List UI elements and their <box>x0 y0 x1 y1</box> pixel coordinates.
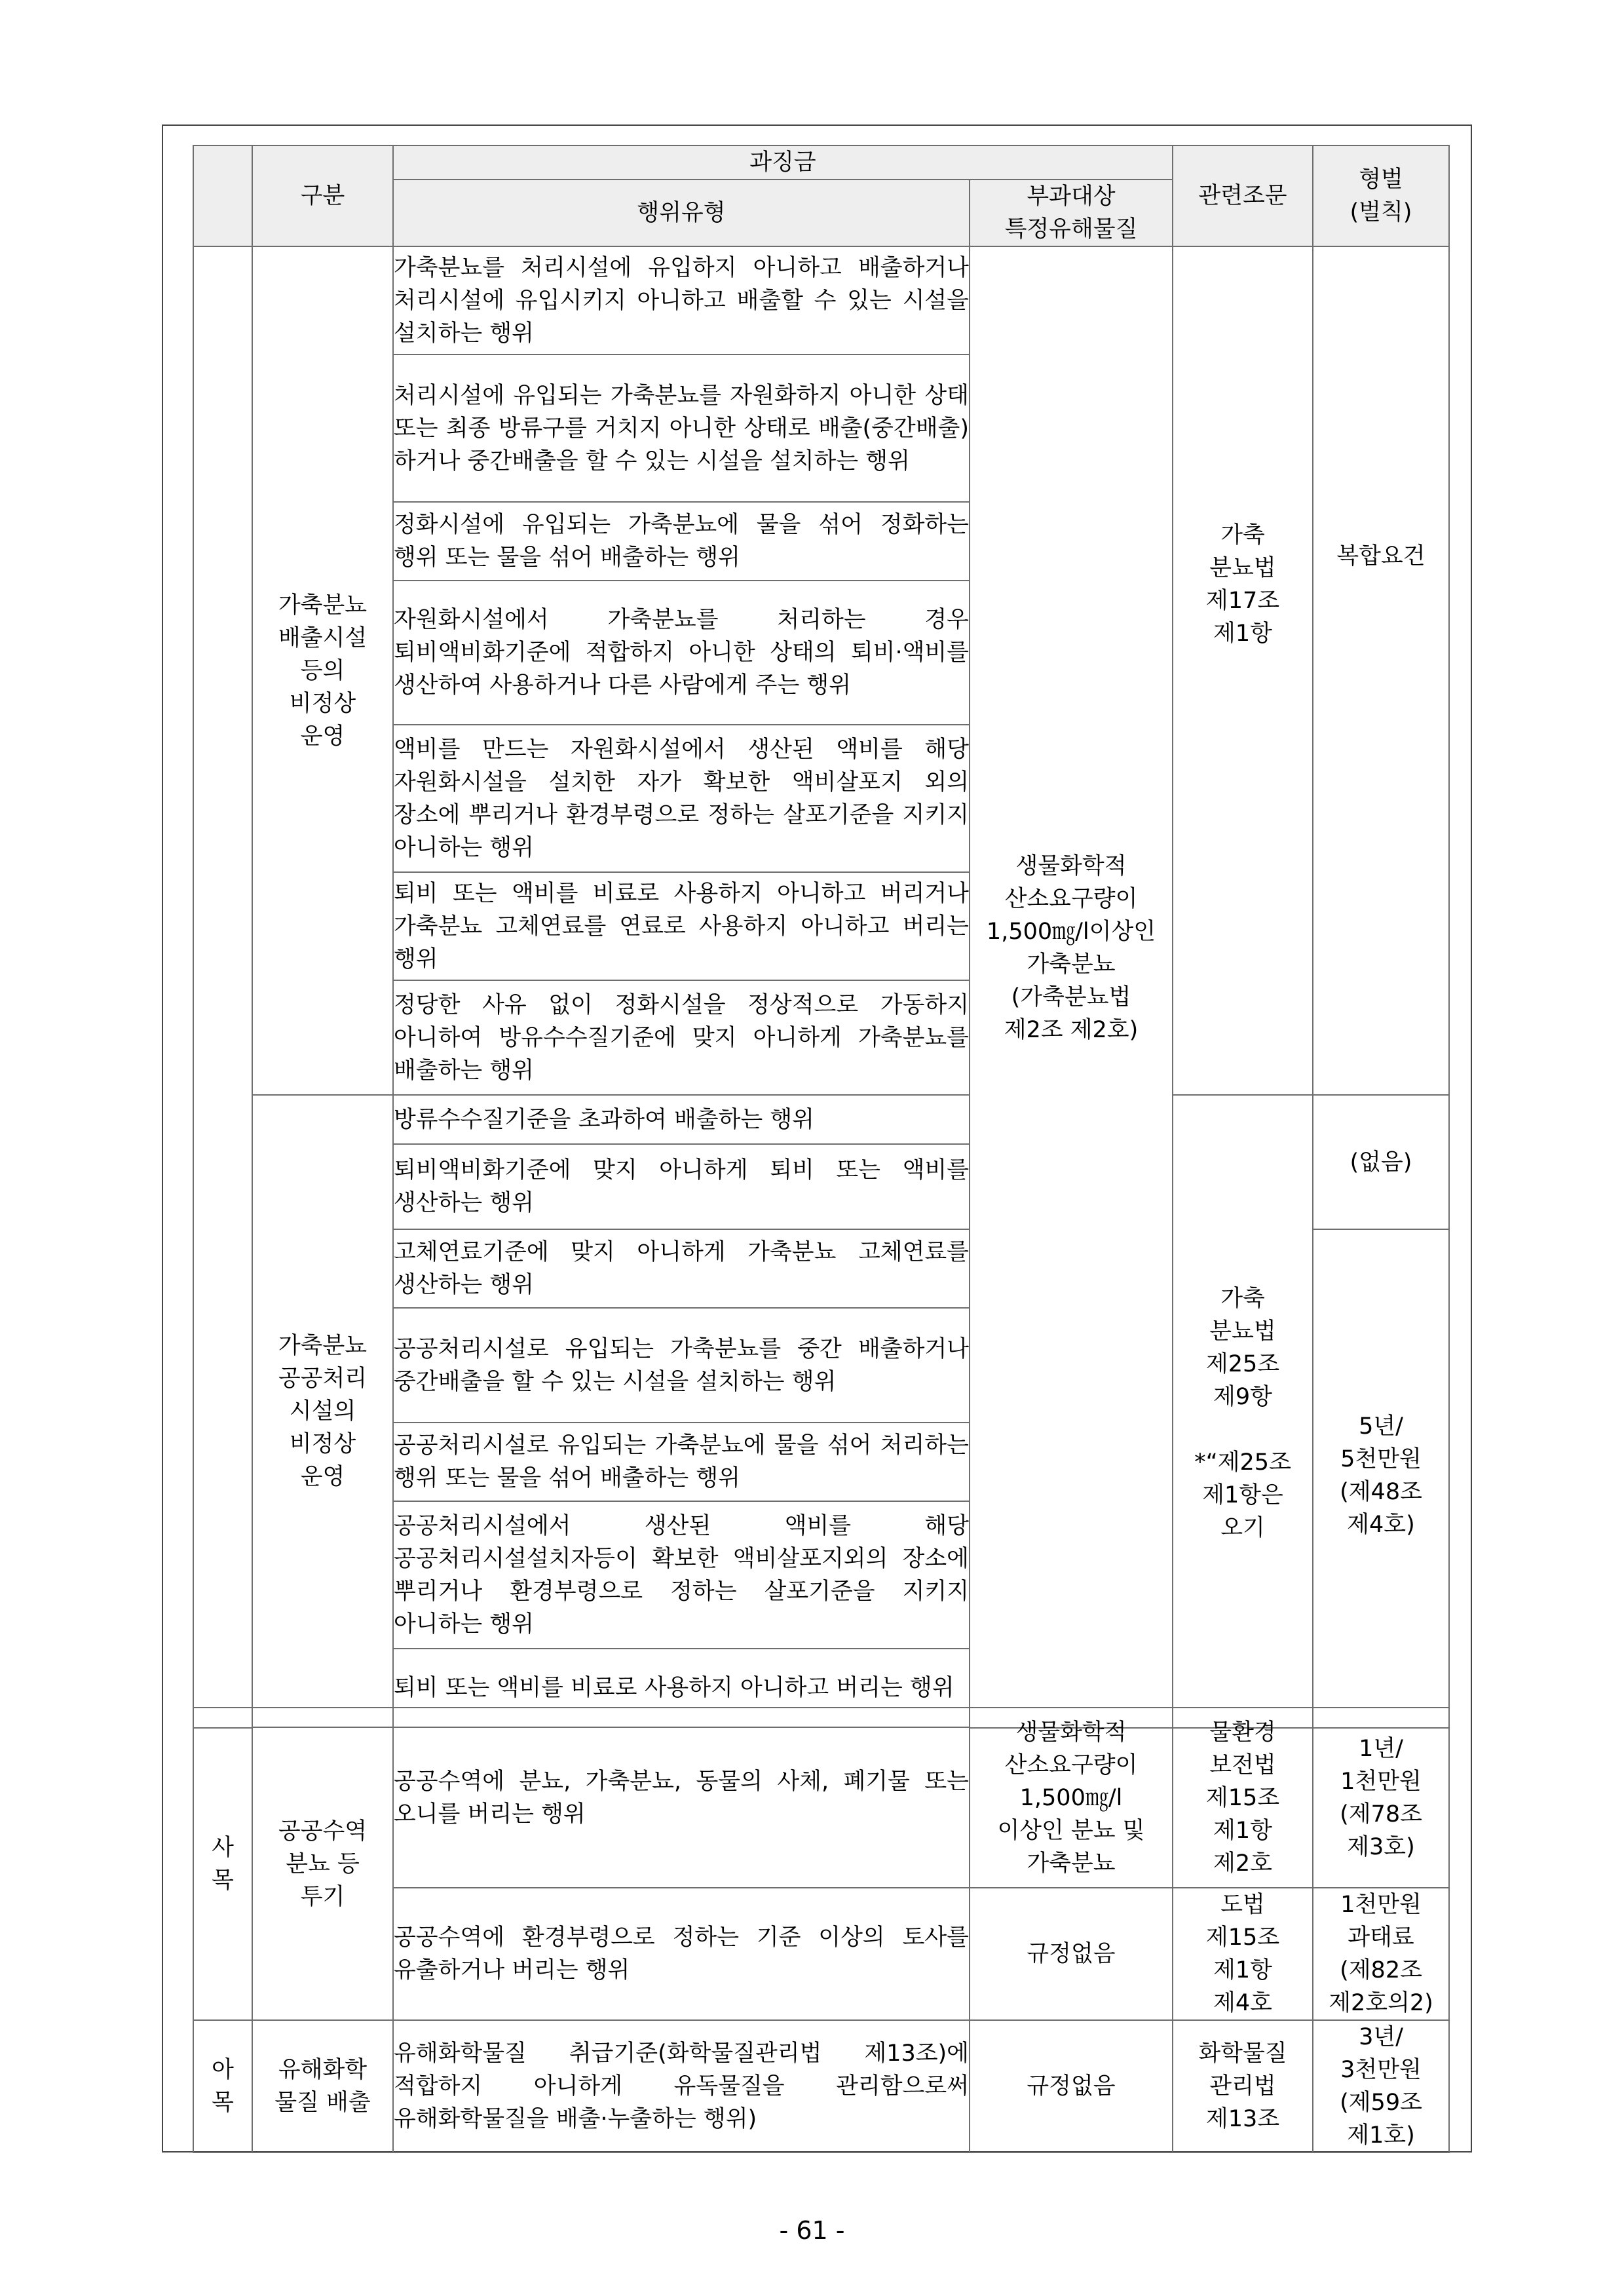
section-cell-blank <box>193 246 252 1728</box>
header-act-type: 행위유형 <box>393 180 970 246</box>
act-row: 처리시설에 유입되는 가축분뇨를 자원화하지 아니한 상태 또는 최종 방류구를 거치지 아니한 상태로 배출(중간배출)하거나 중간배출을 할 수 있는 시설을 설치하는 행위 <box>393 354 970 502</box>
act-row: 정화시설에 유입되는 가축분뇨에 물을 섞어 정화하는 행위 또는 물을 섞어 배출하는 행위 <box>393 502 970 581</box>
act-row: 유해화학물질 취급기준(화학물질관리법 제13조)에 적합하지 아니하게 유독물질을 관리함으로써 유해화학물질을 배출·누출하는 행위) <box>393 2020 970 2152</box>
penalty-3y-30m: 3년/ 3천만원 (제59조 제1호) <box>1313 2020 1449 2152</box>
act-row: 액비를 만드는 자원화시설에서 생산된 액비를 해당 자원화시설을 설치한 자가 확보한 액비살포지 외의 장소에 뿌리거나 환경부령으로 정하는 살포기준을 지키지 아니하는 행위 <box>393 725 970 872</box>
act-row: 방류수수질기준을 초과하여 배출하는 행위 <box>393 1095 970 1144</box>
substance-bod-livestock: 생물화학적 산소요구량이 1,500㎎/l이상인 가축분뇨 (가축분뇨법 제2조 제2호) <box>970 246 1173 1728</box>
act-row: 공공처리시설로 유입되는 가축분뇨를 중간 배출하거나 중간배출을 할 수 있는 시설을 설치하는 행위 <box>393 1308 970 1423</box>
penalty-fine-10m: 1천만원 과태료 (제82조 제2호의2) <box>1313 1888 1449 2020</box>
penalty-table <box>193 145 1450 1729</box>
category-hazardous-chemicals: 유해화학 물질 배출 <box>252 2020 393 2152</box>
substance-none: 규정없음 <box>970 1888 1173 2020</box>
header-target-substance: 부과대상 특정유해물질 <box>970 180 1173 246</box>
article-water-15-2: 물환경 보전법 제15조 제1항 제2호 <box>1173 1708 1313 1888</box>
penalty-compound: 복합요건 <box>1313 246 1449 1095</box>
penalty-5y-50m: 5년/ 5천만원 (제48조 제4호) <box>1313 1229 1449 1728</box>
penalty-none: (없음) <box>1313 1095 1449 1229</box>
article-livestock-25: 가축 분뇨법 제25조 제9항 *“제25조 제1항은 오기 <box>1173 1095 1313 1728</box>
substance-none: 규정없음 <box>970 2020 1173 2152</box>
header-penalty-group: 과징금 <box>393 145 1173 180</box>
act-row: 퇴비 또는 액비를 비료로 사용하지 아니하고 버리거나 가축분뇨 고체연료를 연료로 사용하지 아니하고 버리는 행위 <box>393 872 970 980</box>
act-row: 공공수역에 분뇨, 가축분뇨, 동물의 사체, 폐기물 또는 오니를 버리는 행위 <box>393 1708 970 1888</box>
penalty-table-lower <box>193 1707 1450 2153</box>
header-category: 구분 <box>252 145 393 246</box>
header-related-article: 관련조문 <box>1173 145 1313 246</box>
header-blank-cell <box>193 145 252 246</box>
act-row: 공공처리시설에서 생산된 액비를 해당 공공처리시설설치자등이 확보한 액비살포지외의 장소에 뿌리거나 환경부령으로 정하는 살포기준을 지키지 아니하는 행위 <box>393 1501 970 1649</box>
act-row: 퇴비액비화기준에 맞지 아니하게 퇴비 또는 액비를 생산하는 행위 <box>393 1144 970 1229</box>
act-row: 정당한 사유 없이 정화시설을 정상적으로 가동하지 아니하여 방유수수질기준에 맞지 아니하게 가축분뇨를 배출하는 행위 <box>393 980 970 1095</box>
act-row: 가축분뇨를 처리시설에 유입하지 아니하고 배출하거나 처리시설에 유입시키지 아니하고 배출할 수 있는 시설을 설치하는 행위 <box>393 246 970 354</box>
header-criminal-penalty: 형벌 (벌칙) <box>1313 145 1449 246</box>
act-row: 퇴비 또는 액비를 비료로 사용하지 아니하고 버리는 행위 <box>393 1649 970 1727</box>
act-row: 공공수역에 환경부령으로 정하는 기준 이상의 토사를 유출하거나 버리는 행위 <box>393 1888 970 2020</box>
section-amok: 아 목 <box>193 2020 252 2152</box>
act-row: 고체연료기준에 맞지 아니하게 가축분뇨 고체연료를 생산하는 행위 <box>393 1229 970 1308</box>
section-samok: 사 목 <box>193 1708 252 2020</box>
category-public-waters: 공공수역 분뇨 등 투기 <box>252 1708 393 2020</box>
penalty-1y-10m: 1년/ 1천만원 (제78조 제3호) <box>1313 1708 1449 1888</box>
article-water-15-4: 도법 제15조 제1항 제4호 <box>1173 1888 1313 2020</box>
article-chemical-13: 화학물질 관리법 제13조 <box>1173 2020 1313 2152</box>
article-livestock-17: 가축 분뇨법 제17조 제1항 <box>1173 246 1313 1095</box>
category-livestock-facility: 가축분뇨 배출시설 등의 비정상 운영 <box>252 246 393 1095</box>
act-row: 자원화시설에서 가축분뇨를 처리하는 경우 퇴비액비화기준에 적합하지 아니한 상태의 퇴비·액비를 생산하여 사용하거나 다른 사람에게 주는 행위 <box>393 581 970 725</box>
act-row: 공공처리시설로 유입되는 가축분뇨에 물을 섞어 처리하는 행위 또는 물을 섞어 배출하는 행위 <box>393 1423 970 1501</box>
category-public-facility: 가축분뇨 공공처리 시설의 비정상 운영 <box>252 1095 393 1727</box>
page-number: - 61 - <box>779 2216 845 2245</box>
substance-bod-manure: 생물화학적 산소요구량이 1,500㎎/l 이상인 분뇨 및 가축분뇨 <box>970 1708 1173 1888</box>
